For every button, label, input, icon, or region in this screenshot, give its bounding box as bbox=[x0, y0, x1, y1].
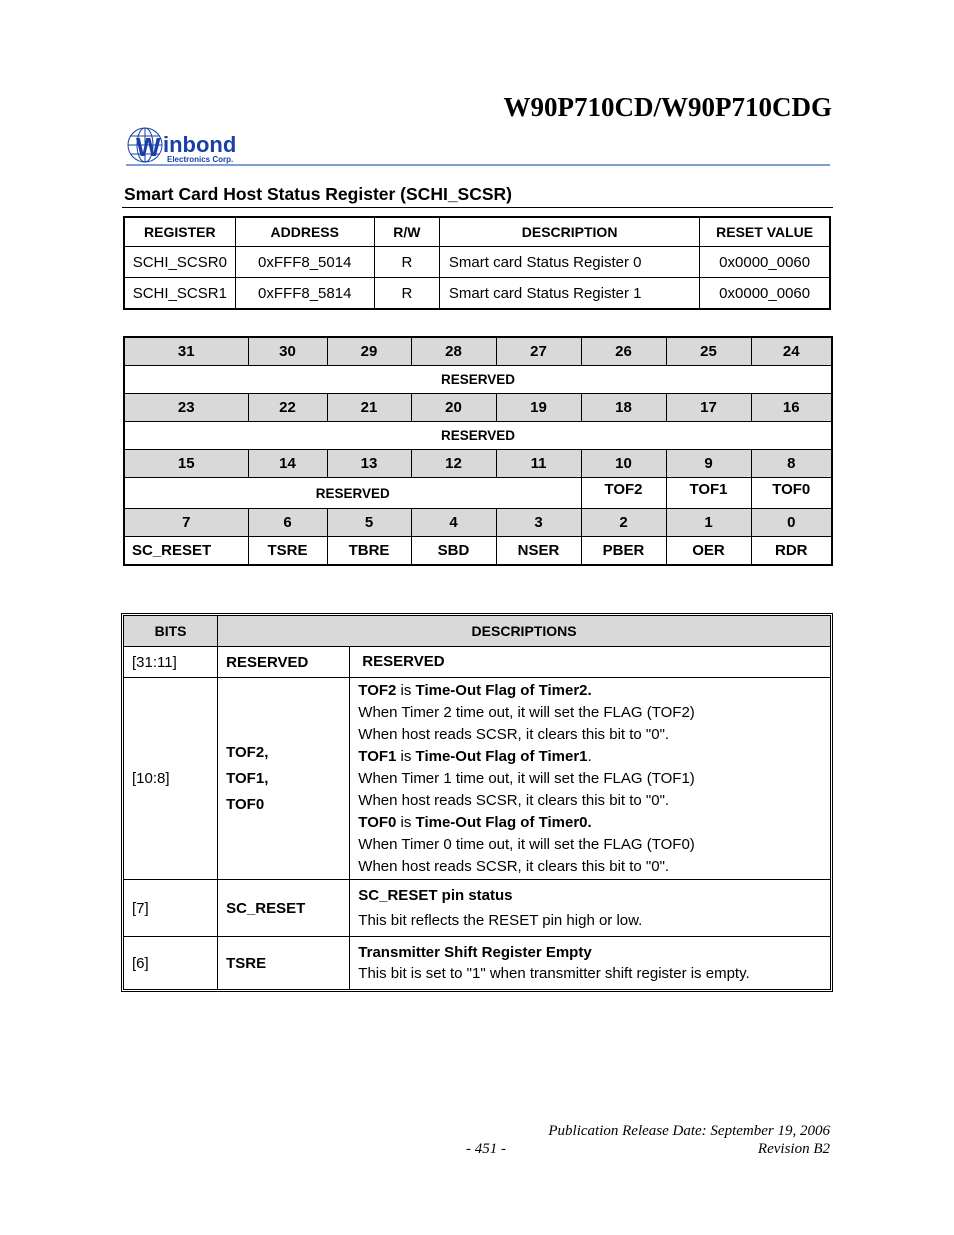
winbond-logo bbox=[126, 126, 256, 166]
field-name bbox=[218, 678, 350, 880]
table-row bbox=[124, 937, 831, 990]
bit-field-nser: NSER bbox=[496, 537, 581, 566]
bit-field-tbre: TBRE bbox=[327, 537, 411, 566]
bit-field-tof1: TOF1 bbox=[666, 478, 751, 509]
bit-number: 16 bbox=[751, 394, 832, 422]
header-rw: R/W bbox=[374, 217, 439, 247]
description-line bbox=[358, 746, 830, 768]
field-description bbox=[350, 937, 831, 990]
field-name: RESERVED bbox=[218, 647, 350, 678]
bit-number: 6 bbox=[248, 509, 327, 537]
bit-field-row bbox=[124, 537, 832, 566]
field-description: RESERVED bbox=[350, 647, 831, 678]
bit-field-rdr: RDR bbox=[751, 537, 832, 566]
bit-field-oer: OER bbox=[666, 537, 751, 566]
flag-name: TOF2 bbox=[358, 681, 397, 699]
flag-name: TOF1 bbox=[358, 747, 397, 765]
bit-number: 1 bbox=[666, 509, 751, 537]
bit-number: 18 bbox=[581, 394, 666, 422]
bit-number-row bbox=[124, 509, 832, 537]
bit-field-reserved: RESERVED bbox=[124, 422, 832, 450]
description-line: When host reads SCSR, it clears this bit to "0". bbox=[358, 725, 670, 743]
bit-field-row bbox=[124, 422, 832, 450]
logo-subtitle: Electronics Corp. bbox=[167, 155, 234, 164]
register-description: Smart card Status Register 0 bbox=[439, 247, 699, 278]
register-description: Smart card Status Register 1 bbox=[439, 278, 699, 310]
logo-initial: W bbox=[136, 132, 161, 162]
bit-number-row bbox=[124, 337, 832, 366]
flag-name: TOF0 bbox=[358, 813, 397, 831]
description-line: This bit is set to "1" when transmitter shift register is empty. bbox=[358, 965, 750, 982]
register-reset-value: 0x0000_0060 bbox=[700, 278, 830, 310]
bit-number: 20 bbox=[411, 394, 496, 422]
bit-number: 3 bbox=[496, 509, 581, 537]
bit-number: 10 bbox=[581, 450, 666, 478]
bit-number: 27 bbox=[496, 337, 581, 366]
field-name-tof2: TOF2, bbox=[226, 743, 269, 761]
bit-field-reserved: RESERVED bbox=[124, 478, 581, 509]
register-rw: R bbox=[374, 278, 439, 310]
flag-title: Time-Out Flag of Timer0. bbox=[415, 813, 592, 831]
header-address: ADDRESS bbox=[235, 217, 374, 247]
bit-field-sbd: SBD bbox=[411, 537, 496, 566]
bit-number: 2 bbox=[581, 509, 666, 537]
bit-number: 22 bbox=[248, 394, 327, 422]
bit-number: 4 bbox=[411, 509, 496, 537]
bit-number: 23 bbox=[124, 394, 248, 422]
bit-number: 21 bbox=[327, 394, 411, 422]
field-name: TSRE bbox=[218, 937, 350, 990]
bit-number: 5 bbox=[327, 509, 411, 537]
bit-field-row bbox=[124, 478, 832, 509]
bit-number: 29 bbox=[327, 337, 411, 366]
bit-field-sc-reset: SC_RESET bbox=[124, 537, 248, 566]
bit-number: 25 bbox=[666, 337, 751, 366]
header-descriptions: DESCRIPTIONS bbox=[218, 616, 831, 647]
bit-number: 30 bbox=[248, 337, 327, 366]
bit-number: 0 bbox=[751, 509, 832, 537]
bit-number: 15 bbox=[124, 450, 248, 478]
description-line: When Timer 1 time out, it will set the FLAG (TOF1) bbox=[358, 769, 695, 787]
revision: Revision B2 bbox=[757, 1141, 830, 1157]
description-line: This bit reflects the RESET pin high or low. bbox=[358, 912, 643, 929]
flag-title: Time-Out Flag of Timer1 bbox=[415, 747, 588, 765]
table-row bbox=[124, 247, 830, 278]
table-row bbox=[124, 647, 831, 678]
bit-field-tsre: TSRE bbox=[248, 537, 327, 566]
bits-range: [6] bbox=[124, 937, 218, 990]
field-description bbox=[350, 678, 831, 880]
bit-number: 12 bbox=[411, 450, 496, 478]
bit-number: 28 bbox=[411, 337, 496, 366]
logo-wordmark: inbond bbox=[163, 132, 237, 157]
bit-number-row bbox=[124, 394, 832, 422]
bits-range: [7] bbox=[124, 880, 218, 937]
description-line: When host reads SCSR, it clears this bit to "0". bbox=[358, 791, 670, 809]
connector-text: is bbox=[396, 813, 416, 831]
table-row bbox=[124, 880, 831, 937]
bit-number: 17 bbox=[666, 394, 751, 422]
table-row bbox=[124, 678, 831, 880]
section-rule bbox=[122, 207, 833, 208]
register-rw: R bbox=[374, 247, 439, 278]
register-name: SCHI_SCSR1 bbox=[124, 278, 235, 310]
header-bits: BITS bbox=[124, 616, 218, 647]
register-table bbox=[123, 216, 831, 310]
bit-layout-table bbox=[123, 336, 833, 566]
header-rule bbox=[126, 164, 830, 166]
document-title: W90P710CD/W90P710CDG bbox=[503, 92, 832, 122]
field-description bbox=[350, 880, 831, 937]
field-name: SC_RESET bbox=[218, 880, 350, 937]
field-name-tof1: TOF1, bbox=[226, 769, 269, 787]
bit-number: 19 bbox=[496, 394, 581, 422]
register-address: 0xFFF8_5014 bbox=[235, 247, 374, 278]
bit-field-row bbox=[124, 366, 832, 394]
description-line: When host reads SCSR, it clears this bit to "0". bbox=[358, 857, 670, 875]
description-title: Transmitter Shift Register Empty bbox=[358, 944, 592, 961]
connector-text: . bbox=[587, 747, 592, 765]
bit-number: 14 bbox=[248, 450, 327, 478]
description-line: When Timer 2 time out, it will set the FLAG (TOF2) bbox=[358, 703, 695, 721]
description-line bbox=[358, 680, 830, 702]
bit-number: 7 bbox=[124, 509, 248, 537]
connector-text: is bbox=[396, 681, 416, 699]
field-name-tof0: TOF0 bbox=[226, 795, 265, 813]
page-number: - 451 - bbox=[466, 1141, 506, 1157]
connector-text: is bbox=[396, 747, 416, 765]
header-register: REGISTER bbox=[124, 217, 235, 247]
bit-number: 9 bbox=[666, 450, 751, 478]
register-reset-value: 0x0000_0060 bbox=[700, 247, 830, 278]
description-table-header bbox=[124, 616, 831, 647]
bit-number: 26 bbox=[581, 337, 666, 366]
bit-number: 13 bbox=[327, 450, 411, 478]
header-description: DESCRIPTION bbox=[439, 217, 699, 247]
bit-number: 11 bbox=[496, 450, 581, 478]
description-line: When Timer 0 time out, it will set the FLAG (TOF0) bbox=[358, 835, 695, 853]
section-title: Smart Card Host Status Register (SCHI_SCSR) bbox=[124, 184, 512, 204]
table-row bbox=[124, 278, 830, 310]
bits-range: [31:11] bbox=[124, 647, 218, 678]
register-table-header bbox=[124, 217, 830, 247]
bit-field-pber: PBER bbox=[581, 537, 666, 566]
description-line bbox=[358, 812, 830, 834]
bit-field-reserved: RESERVED bbox=[124, 366, 832, 394]
bit-number-row bbox=[124, 450, 832, 478]
bit-number: 24 bbox=[751, 337, 832, 366]
register-address: 0xFFF8_5814 bbox=[235, 278, 374, 310]
bits-range: [10:8] bbox=[124, 678, 218, 880]
register-name: SCHI_SCSR0 bbox=[124, 247, 235, 278]
header-reset-value: RESET VALUE bbox=[700, 217, 830, 247]
bit-field-tof2: TOF2 bbox=[581, 478, 666, 509]
description-title: SC_RESET pin status bbox=[358, 887, 513, 904]
bit-number: 8 bbox=[751, 450, 832, 478]
publication-date: Publication Release Date: September 19, 2006 bbox=[548, 1123, 830, 1139]
bit-field-tof0: TOF0 bbox=[751, 478, 832, 509]
bit-description-table bbox=[123, 615, 831, 990]
flag-title: Time-Out Flag of Timer2. bbox=[415, 681, 592, 699]
bit-number: 31 bbox=[124, 337, 248, 366]
